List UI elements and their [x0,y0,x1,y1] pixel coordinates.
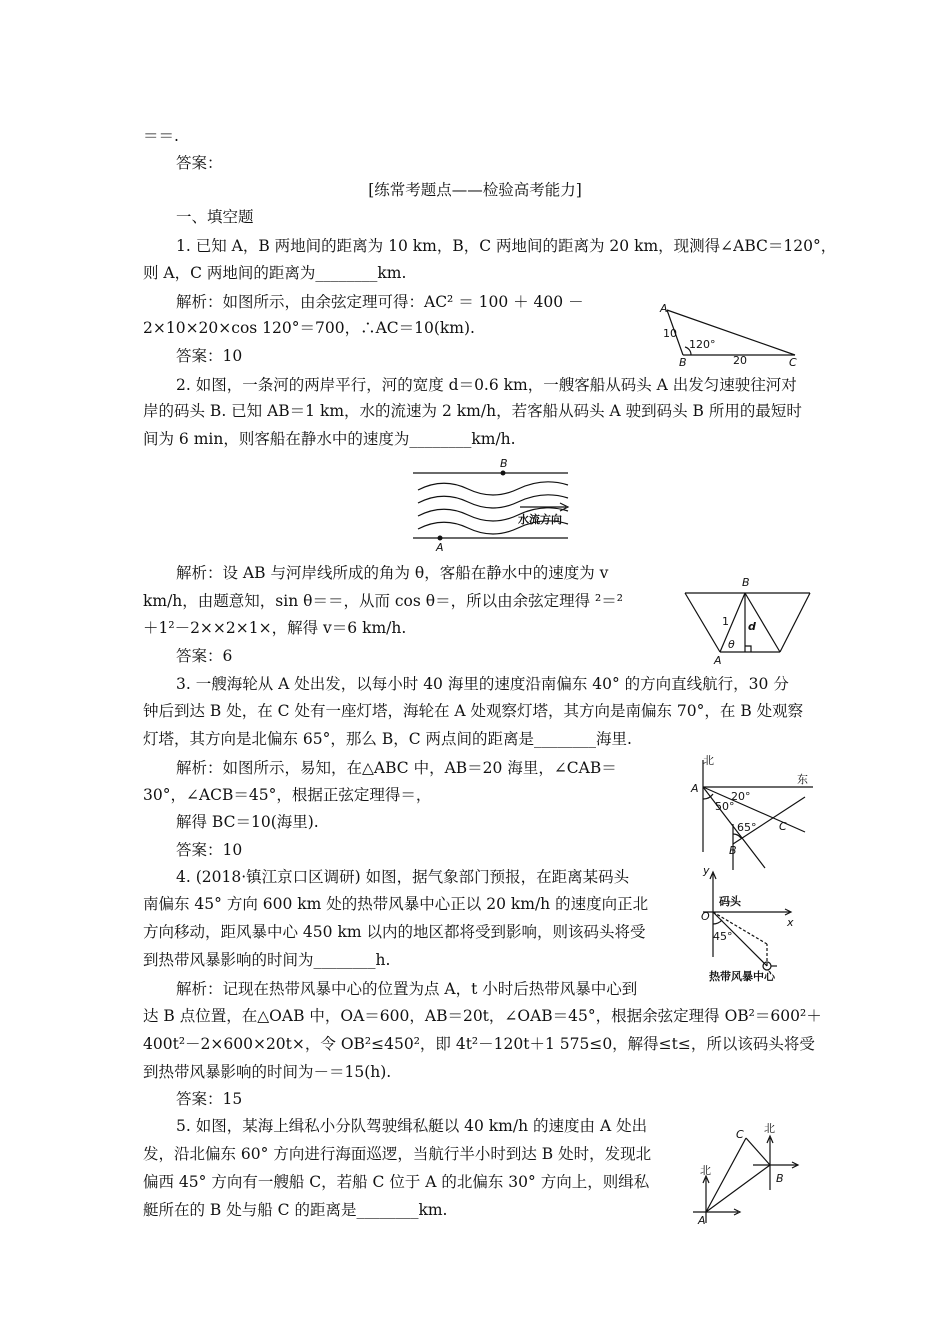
question-5-line: 5. 如图，某海上缉私小分队驾驶缉私艇以 40 km/h 的速度由 A 处出 [176,1117,648,1135]
fig6-label-b: B [776,1172,784,1185]
fig3-label-theta: θ [728,638,735,651]
fig4-label-a: A [691,782,699,795]
question-5-line: 发，沿北偏东 60° 方向进行海面巡逻，当航行半小时到达 B 处时，发现北 [143,1145,652,1163]
answer-1: 答案：10 [176,347,243,365]
question-4-line: 南偏东 45° 方向 600 km 处的热带风暴中心正以 20 km/h 的速度向正北 [143,895,649,913]
figure-storm [695,862,815,984]
fig6-label-c: C [736,1128,744,1141]
question-5-line: 偏西 45° 方向有一艘船 C，若船 C 位于 A 的北偏东 30° 方向上，则缉私 [143,1173,650,1191]
solution-4-line: 解析：记现在热带风暴中心的位置为点 A，t 小时后热带风暴中心到 [176,980,638,998]
fig4-angle-50: 50° [715,800,735,813]
question-4-line: 到热带风暴影响的时间为________h. [143,951,391,969]
fig4-north: 北 [703,754,714,767]
figure-parallelogram [680,575,820,667]
fig1-label-b: B [679,356,687,369]
fig5-axis-x: x [787,916,794,929]
fig6-label-a: A [698,1214,706,1227]
fig4-angle-20: 20° [731,790,751,803]
solution-3-line: 解得 BC＝10(海里). [176,813,319,831]
answer-label: 答案： [176,154,223,172]
question-4-line: 4. (2018·镇江京口区调研) 如图，据气象部门预报，在距离某码头 [176,868,630,886]
solution-1-line: 2×10×20×cos 120°＝700，∴AC＝10(km). [143,319,475,337]
fig6-north-2: 北 [700,1164,711,1177]
question-3-line: 钟后到达 B 处，在 C 处有一座灯塔，海轮在 A 处观察灯塔，其方向是南偏东 70°，在 B 处观察 [143,702,804,720]
fig2-label-b: B [500,457,508,470]
fig1-label-a: A [660,302,668,315]
fig3-label-one: 1 [722,615,729,628]
question-1-line: 则 A，C 两地间的距离为________km. [143,264,407,282]
fig3-label-b: B [742,576,750,589]
solution-3-line: 解析：如图所示，易知，在△ABC 中，AB＝20 海里，∠CAB＝ [176,759,617,777]
answer-4: 答案：15 [176,1090,243,1108]
fig6-north-1: 北 [764,1122,775,1135]
question-1-line: 1. 已知 A，B 两地间的距离为 10 km，B，C 两地间的距离为 20 km，现测得∠ABC＝120°， [176,237,837,255]
solution-4-line: 达 B 点位置，在△OAB 中，OA＝600，AB＝20t，∠OAB＝45°，根据余弦定理得 OB²＝600²＋ [143,1007,822,1025]
solution-2-line: 解析：设 AB 与河岸线所成的角为 θ，客船在静水中的速度为 v [176,564,609,582]
fig5-origin: O [701,910,710,923]
question-3-line: 3. 一艘海轮从 A 处出发，以每小时 40 海里的速度沿南偏东 40° 的方向直线航行，30 分 [176,675,789,693]
figure-bearing-abc [685,752,825,872]
question-2-line: 岸的码头 B. 已知 AB＝1 km，水的流速为 2 km/h，若客船从码头 A 驶到码头 B 所用的最短时 [143,402,802,420]
section-heading: [练常考题点——检验高考能力] [368,181,582,199]
solution-1-line: 解析：如图所示，由余弦定理可得：AC² ＝ 100 ＋ 400 － [176,293,584,311]
solution-2-line: km/h，由题意知，sin θ＝＝，从而 cos θ＝，所以由余弦定理得 ²＝² [143,592,623,610]
fig5-port: 码头 [719,895,741,908]
fig2-flow-label: 水流方向 [518,513,562,526]
question-3-line: 灯塔，其方向是北偏东 65°，那么 B，C 两点间的距离是________海里. [143,730,632,748]
fig5-angle-45: 45° [713,930,733,943]
fig4-label-b: B [729,844,737,857]
fig3-label-d: d [748,620,756,633]
fig4-label-c: C [779,820,787,833]
fig2-label-a: A [436,541,444,554]
solution-4-line: 400t²－2×600×20t×，令 OB²≤450²，即 4t²－120t＋1 575≤0，解得≤t≤，所以该码头将受 [143,1035,815,1053]
section-title: 一、填空题 [176,208,254,226]
fig1-label-c: C [789,356,797,369]
solution-4-line: 到热带风暴影响的时间为－＝15(h). [143,1063,392,1081]
figure-triangle-abc [655,300,805,369]
figure-patrol [688,1118,808,1230]
figure-river [408,455,583,555]
fig1-angle: 120° [689,338,716,351]
answer-3: 答案：10 [176,841,243,859]
question-5-line: 艇所在的 B 处与船 C 的距离是________km. [143,1201,448,1219]
text-line: ＝＝. [143,127,179,145]
question-2-line: 间为 6 min，则客船在静水中的速度为________km/h. [143,430,516,448]
solution-3-line: 30°，∠ACB＝45°，根据正弦定理得＝， [143,786,432,804]
question-4-line: 方向移动，距风暴中心 450 km 以内的地区都将受到影响，则该码头将受 [143,923,646,941]
fig4-east: 东 [797,773,808,786]
answer-2: 答案：6 [176,647,233,665]
fig1-side-bc: 20 [733,354,747,367]
question-2-line: 2. 如图，一条河的两岸平行，河的宽度 d＝0.6 km，一艘客船从码头 A 出发匀速驶往河对 [176,376,797,394]
fig5-storm-label: 热带风暴中心 [709,970,775,983]
fig4-angle-65: 65° [737,821,757,834]
fig1-side-ab: 10 [663,327,677,340]
fig5-axis-y: y [703,864,710,877]
solution-2-line: ＋1²－2××2×1×，解得 v＝6 km/h. [143,619,407,637]
fig3-label-a: A [714,654,722,667]
